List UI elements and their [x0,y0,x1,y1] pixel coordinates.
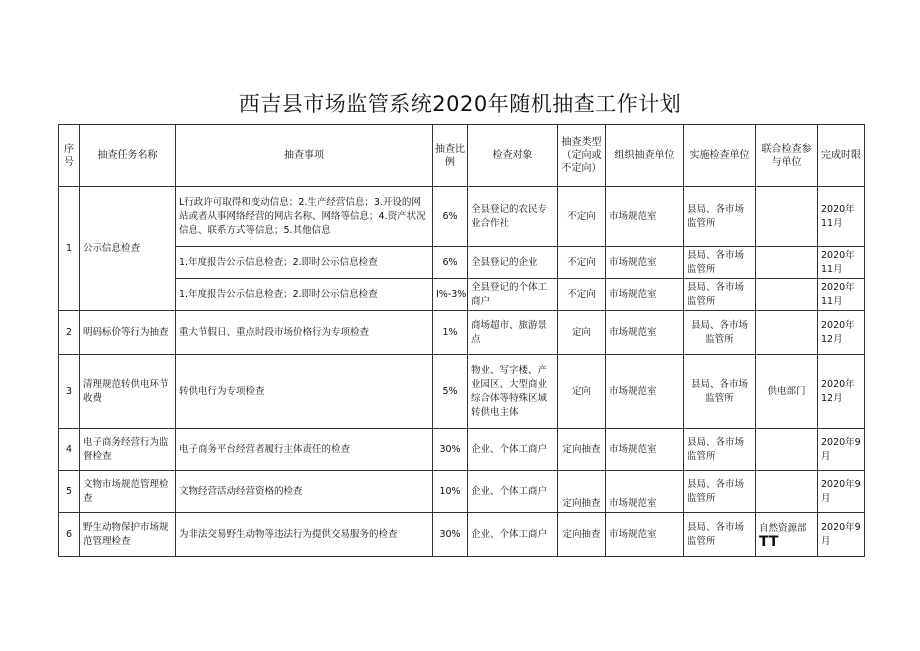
inspection-item: 1.年度报告公示信息检查；2.即时公示信息检查 [176,279,433,311]
table-header-row [59,125,865,187]
inspection-type: 定向抽查 [558,513,606,557]
organizing-unit: 市场规范室 [606,187,684,247]
inspection-item: 电子商务平台经营者履行主体责任的检查 [176,429,433,471]
inspection-target: 全县登记的个体工商户 [468,279,558,311]
executing-unit: 县局、各市场监管所 [684,429,756,471]
row-number: 3 [59,355,80,429]
deadline: 2020年9月 [818,429,865,471]
header-cell: 抽查类型（定向或不定向） [558,125,606,187]
deadline: 2020年11月 [818,279,865,311]
inspection-target: 企业、个体工商户 [468,513,558,557]
inspection-item: 转供电行为专项检查 [176,355,433,429]
table-row [59,471,865,513]
joint-unit [756,471,818,513]
inspection-item: 为非法交易野生动物等违法行为提供交易服务的检查 [176,513,433,557]
inspection-type: 定向抽查 [558,429,606,471]
joint-unit [756,311,818,355]
inspection-target: 全县登记的农民专业合作社 [468,187,558,247]
row-number: 4 [59,429,80,471]
inspection-target: 全县登记的企业 [468,247,558,279]
table-row [59,187,865,247]
header-cell: 完成时限 [818,125,865,187]
table-row [59,279,865,311]
organizing-unit: 市场规范室 [606,355,684,429]
joint-unit: 供电部门 [756,355,818,429]
executing-unit: 县局、各市场监管所 [684,247,756,279]
ratio: 30% [433,429,468,471]
header-cell: 组织抽查单位 [606,125,684,187]
row-number: 2 [59,311,80,355]
executing-unit: 县局、各市场监管所 [684,279,756,311]
table-row [59,513,865,557]
header-cell: 抽查事项 [176,125,433,187]
joint-unit-cell [756,513,818,557]
header-cell: 检查对象 [468,125,558,187]
deadline: 2020年12月 [818,355,865,429]
ratio: 6% [433,187,468,247]
ratio: 5% [433,355,468,429]
table-row [59,429,865,471]
deadline: 2020年9月 [818,471,865,513]
executing-unit: 县局、各市场监管所 [684,187,756,247]
header-cell: 抽查比例 [433,125,468,187]
organizing-unit: 市场规范室 [606,513,684,557]
inspection-type: 定向 [558,311,606,355]
organizing-unit: 市场规范室 [606,247,684,279]
task-name: 野生动物保护市场规范管理检查 [80,513,176,557]
joint-unit-mark: TT [759,533,779,550]
joint-unit: 自然资源部 [759,522,807,534]
task-name: 公示信息检查 [80,187,176,311]
deadline: 2020年11月 [818,187,865,247]
executing-unit: 县局、各市场监管所 [684,311,756,355]
ratio: 6% [433,247,468,279]
inspection-item: 文物经营活动经营资格的检查 [176,471,433,513]
ratio: I%-3% [433,279,468,311]
inspection-target: 商场超市、旅游景点 [468,311,558,355]
executing-unit: 县局、各市场监管所 [684,471,756,513]
task-name: 明码标价等行为抽查 [80,311,176,355]
inspection-target: 企业、个体工商户 [468,429,558,471]
inspection-target: 物业、写字楼、产业园区、大型商业综合体等特殊区域转供电主体 [468,355,558,429]
inspection-item: 1.年度报告公示信息检查；2.即时公示信息检查 [176,247,433,279]
organizing-unit: 市场规范室 [606,471,684,513]
row-number: 6 [59,513,80,557]
joint-unit [756,279,818,311]
inspection-type: 定向 [558,355,606,429]
organizing-unit: 市场规范室 [606,311,684,355]
ratio: 1% [433,311,468,355]
page-title: 西吉县市场监管系统2020年随机抽查工作计划 [238,92,682,116]
executing-unit: 县局、各市场监管所 [684,513,756,557]
task-name: 电子商务经营行为监督检查 [80,429,176,471]
header-cell: 序号 [59,125,80,187]
header-cell: 实施检查单位 [684,125,756,187]
ratio: 10% [433,471,468,513]
organizing-unit: 市场规范室 [606,429,684,471]
inspection-type: 不定向 [558,247,606,279]
inspection-type: 不定向 [558,279,606,311]
joint-unit [756,247,818,279]
inspection-target: 企业、个体工商户 [468,471,558,513]
inspection-plan-table [58,124,865,557]
inspection-item: 重大节假日、重点时段市场价格行为专项检查 [176,311,433,355]
row-number: 5 [59,471,80,513]
ratio: 30% [433,513,468,557]
organizing-unit: 市场规范室 [606,279,684,311]
table-row [59,311,865,355]
inspection-type: 不定向 [558,187,606,247]
row-number: 1 [59,187,80,311]
header-cell: 联合检查参与单位 [756,125,818,187]
task-name: 清理规范转供电环节收费 [80,355,176,429]
deadline: 2020年11月 [818,247,865,279]
joint-unit [756,429,818,471]
table-row [59,355,865,429]
inspection-type: 定向抽查 [558,471,606,513]
joint-unit [756,187,818,247]
deadline: 2020年12月 [818,311,865,355]
table-row [59,247,865,279]
executing-unit: 县局、各市场监管所 [684,355,756,429]
inspection-item: L行政许可取得和变动信息；2.生产经营信息；3.开设的网站或者从事网络经营的网店名称、网络等信息；4.资产状况信息、联系方式等信息；5.其他信息 [176,187,433,247]
deadline: 2020年9月 [818,513,865,557]
header-cell: 抽查任务名称 [80,125,176,187]
task-name: 文物市场规范管理检查 [80,471,176,513]
